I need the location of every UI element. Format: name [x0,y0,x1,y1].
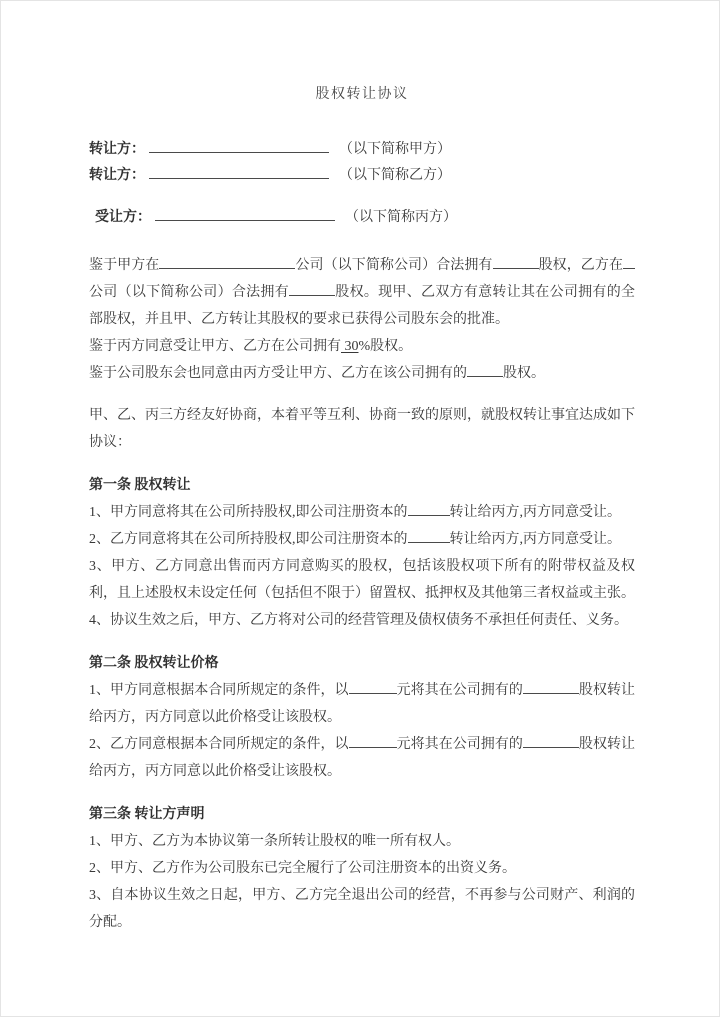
section-item: 2、乙方同意将其在公司所持股权,即公司注册资本的 转让给丙方,丙方同意受让。 [89,526,635,553]
section-heading: 第三条 转让方声明 [89,807,205,822]
fill-in-blank [467,363,503,377]
document-title: 股权转让协议 [315,87,409,102]
parties-block [89,137,635,231]
party-row-transferor-a [89,137,635,163]
party-label: 转让方： [89,142,145,157]
section-item: 2、乙方同意根据本合同所规定的条件，以 元将其在公司拥有的 股权转让给丙方，丙方同意以此价格受让该股权。 [89,731,635,785]
section-item: 2、甲方、乙方作为公司股东已完全履行了公司注册资本的出资义务。 [89,861,516,876]
fill-in-blank [408,502,450,516]
section-3-transferor-statement [89,801,635,936]
fill-in-blank [149,165,329,179]
fill-in-blank [623,255,635,269]
fill-in-blank [159,255,295,269]
party-row-transferee-c [89,205,635,231]
section-heading: 第二条 股权转让价格 [89,656,219,671]
section-item: 3、甲方、乙方同意出售而丙方同意购买的股权，包括该股权项下所有的附带权益及权利，且上述股权未设定任何（包括但不限于）留置权、抵押权及其他第三者权益或主张。 [89,559,635,601]
whereas-clause: 鉴于甲方在 公司（以下简称公司）合法拥有 股权，乙方在公司（以下简称公司）合法拥有 股权。现甲、乙双方有意转让其在公司拥有的全部股权，并且甲、乙方转让其股权的要求已获得公司股东会的批准。 [89,252,635,333]
section-item: 1、甲方同意根据本合同所规定的条件，以 元将其在公司拥有的 股权转让给丙方，丙方同意以此价格受让该股权。 [89,677,635,731]
fill-in-blank [523,734,579,748]
fill-in-blank [155,207,335,221]
party-label: 转让方： [89,168,145,183]
party-alias: （以下简称甲方） [339,142,451,157]
fill-in-blank [408,529,450,543]
section-2-transfer-price [89,650,635,785]
fill-in-blank [349,734,397,748]
underlined-value: 30 [341,339,359,354]
party-row-transferor-b [89,163,635,189]
party-alias: （以下简称乙方） [339,168,451,183]
section-item: 3、自本协议生效之日起，甲方、乙方完全退出公司的经营，不再参与公司财产、利润的分配。 [89,888,635,930]
whereas-clause: 鉴于公司股东会也同意由丙方受让甲方、乙方在该公司拥有的 股权。 [89,360,635,387]
fill-in-blank [149,139,329,153]
party-label: 受让方： [95,210,151,225]
section-item: 1、甲方、乙方为本协议第一条所转让股权的唯一所有权人。 [89,834,460,849]
section-1-equity-transfer [89,472,635,634]
whereas-clauses [89,252,635,387]
section-item: 1、甲方同意将其在公司所持股权,即公司注册资本的 转让给丙方,丙方同意受让。 [89,499,635,526]
fill-in-blank [289,282,335,296]
fill-in-blank [523,680,579,694]
section-item: 4、协议生效之后，甲方、乙方将对公司的经营管理及债权债务不承担任何责任、义务。 [89,613,628,628]
section-heading: 第一条 股权转让 [89,478,191,493]
whereas-clause: 鉴于丙方同意受让甲方、乙方在公司拥有 30%股权。 [89,339,413,354]
agreement-intro: 甲、乙、丙三方经友好协商，本着平等互利、协商一致的原则，就股权转让事宜达成如下协议： [89,408,635,450]
fill-in-blank [493,255,539,269]
fill-in-blank [349,680,397,694]
party-alias: （以下简称丙方） [345,210,457,225]
